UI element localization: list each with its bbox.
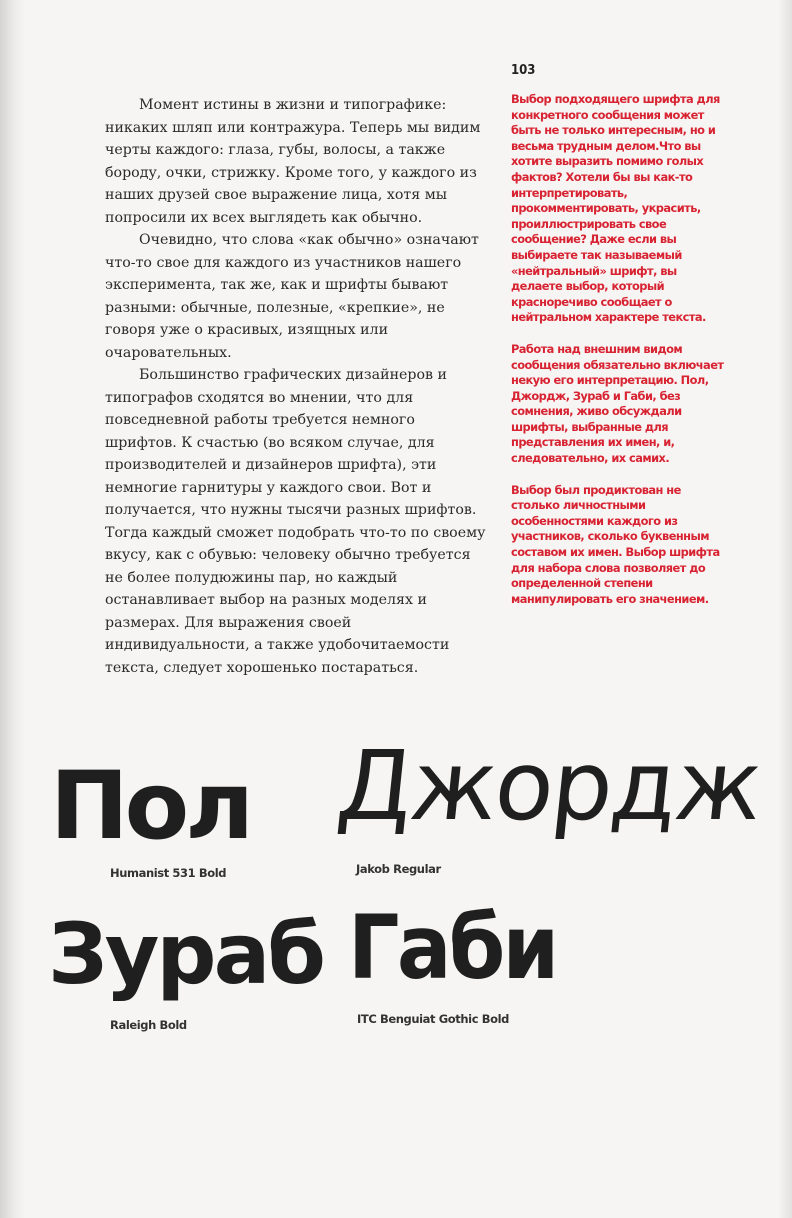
font-label-pol: Humanist 531 Bold	[110, 866, 227, 880]
sample-name-zurab: Зураб	[48, 905, 323, 1003]
sidebar-note	[511, 92, 729, 623]
page-number: 103	[511, 63, 536, 78]
font-label-george: Jakob Regular	[356, 862, 441, 876]
sidebar-paragraph-3: Выбор был продиктован не столько личностными особенностями каждого из участников, сколько буквенным составом их имен. Выбор шрифта для набора слова позволяет до определенной степени манипулировать его значением.	[511, 482, 720, 606]
main-text-column	[105, 94, 491, 679]
main-paragraph-1: Момент истины в жизни и типографике: никаких шляп или контражура. Теперь мы видим черты каждого: глаза, губы, волосы, а также бороду, очки, стрижку. Кроме того, у каждого из наших друзей свое выражение лица, хотя мы попросили их всех выглядеть как обычно.	[105, 97, 481, 226]
main-paragraph-3: Большинство графических дизайнеров и типографов сходятся во мнении, что для повседневной работы требуется немного шрифтов. К счастью (во всяком случае, для производителей и дизайнеров шрифта), эти немногие гарнитуры у каждого свои. Вот и получается, что нужны тысячи разных шрифтов. Тогда каждый сможет подобрать что-то по своему вкусу, как с обувью: человеку обычно требуется не более полудюжины пар, но каждый останавливает выбор на разных моделях и размерах. Для выражения своей индивидуальности, а также удобочитаемости текста, следует хорошенько постараться.	[105, 367, 486, 676]
sidebar-paragraph-1: Выбор подходящего шрифта для конкретного сообщения может быть не только интересным, но и весьма трудным делом.Что вы хотите выразить помимо голых фактов? Хотели бы вы как-то интерпретировать, прокомментировать, украсить, проиллюстрировать свое сообщение? Даже если вы выбираете так называемый «нейтральный» шрифт, вы делаете выбор, который красноречиво сообщает о нейтральном характере текста.	[511, 92, 720, 325]
font-label-gabi: ITC Benguiat Gothic Bold	[357, 1012, 509, 1026]
sample-name-pol: Пол	[50, 752, 251, 861]
sample-name-george: Джордж	[332, 730, 766, 842]
page-edge-left	[0, 0, 26, 1218]
main-paragraph-2: Очевидно, что слова «как обычно» означают что-то свое для каждого из участников нашего эксперимента, так же, как и шрифты бывают разными: обычные, полезные, «крепкие», не говоря уже о красивых, изящных или очаровательных.	[105, 232, 479, 361]
font-label-zurab: Raleigh Bold	[110, 1018, 187, 1032]
sample-name-gabi: Габи	[348, 896, 557, 999]
page-edge-right	[778, 0, 792, 1218]
sidebar-paragraph-2: Работа над внешним видом сообщения обязательно включает некую его интерпретацию. Пол, Джордж, Зураб и Габи, без сомнения, живо обсуждали шрифты, выбранные для представления их имен, и, следовательно, их самих.	[511, 341, 724, 466]
